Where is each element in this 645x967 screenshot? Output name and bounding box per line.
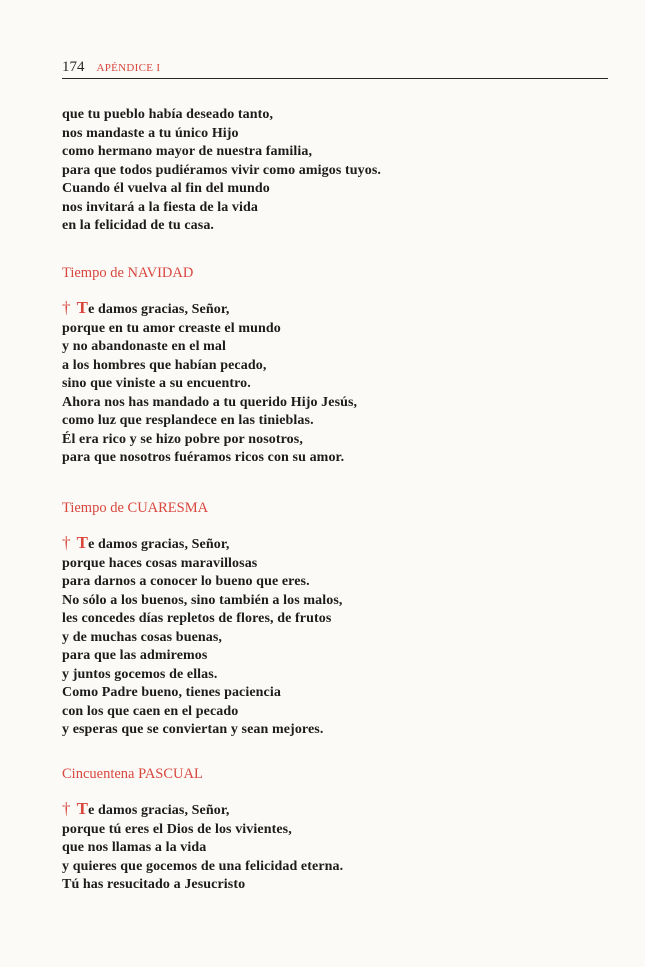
section-heading-pascual: Cincuentena PASCUAL (62, 766, 203, 782)
prayer-pascual (62, 800, 343, 895)
text-line: en la felicidad de tu casa. (62, 218, 215, 233)
text-line: Ahora nos has mandado a tu querido Hijo Jesús, (62, 394, 358, 410)
cross-icon: † (62, 799, 71, 818)
text-line: para que todos pudiéramos vivir como amigos tuyos. (62, 162, 381, 178)
text-line: nos invitará a la fiesta de la vida (62, 199, 259, 215)
text-line: y de muchas cosas buenas, (62, 629, 223, 645)
first-line-text: e damos gracias, Señor, (88, 302, 230, 317)
prayer-cuaresma (62, 534, 342, 740)
text-line: que nos llamas a la vida (62, 840, 207, 855)
drop-initial: T (76, 533, 89, 552)
drop-initial: T (76, 298, 89, 317)
text-line: Como Padre bueno, tienes paciencia (62, 685, 281, 700)
intro-paragraph (62, 106, 381, 236)
text-line: Él era rico y se hizo pobre por nosotros, (62, 431, 303, 447)
text-line: a los hombres que habían pecado, (62, 357, 267, 373)
drop-initial: T (76, 799, 89, 818)
text-line: porque tú eres el Dios de los vivientes, (62, 821, 292, 837)
running-header (62, 58, 608, 79)
text-line: porque haces cosas maravillosas (62, 555, 258, 571)
prayer-navidad (62, 299, 357, 468)
cross-icon: † (62, 533, 71, 552)
text-line: Cuando él vuelva al fin del mundo (62, 181, 270, 196)
text-line: y esperas que se conviertan y sean mejores. (62, 722, 324, 737)
text-line: y juntos gocemos de ellas. (62, 666, 218, 682)
section-heading-navidad: Tiempo de NAVIDAD (62, 265, 194, 281)
text-line: No sólo a los buenos, sino también a los malos, (62, 592, 343, 608)
text-line: sino que viniste a su encuentro. (62, 376, 251, 391)
text-line: con los que caen en el pecado (62, 703, 239, 719)
text-line: Tú has resucitado a Jesucristo (62, 877, 246, 892)
text-line: y quieres que gocemos de una felicidad eterna. (62, 858, 344, 874)
text-line: para que las admiremos (62, 648, 208, 663)
section-heading-cuaresma: Tiempo de CUARESMA (62, 500, 209, 516)
text-line: les concedes días repletos de flores, de frutos (62, 611, 332, 626)
first-line (62, 299, 357, 320)
text-line: para que nosotros fuéramos ricos con su amor. (62, 450, 345, 465)
text-line: para darnos a conocer lo bueno que eres. (62, 574, 310, 589)
page-number: 174 (62, 59, 85, 75)
text-line: nos mandaste a tu único Hijo (62, 125, 239, 141)
first-line (62, 800, 343, 821)
running-title: APÉNDICE I (96, 62, 161, 74)
cross-icon: † (62, 298, 71, 317)
text-line: porque en tu amor creaste el mundo (62, 320, 281, 336)
text-line: como luz que resplandece en las tinieblas. (62, 413, 314, 428)
text-line: que tu pueblo había deseado tanto, (62, 107, 274, 122)
first-line-text: e damos gracias, Señor, (88, 803, 230, 818)
first-line-text: e damos gracias, Señor, (88, 537, 230, 552)
text-line: y no abandonaste en el mal (62, 339, 227, 354)
text-line: como hermano mayor de nuestra familia, (62, 144, 313, 159)
first-line (62, 534, 342, 555)
